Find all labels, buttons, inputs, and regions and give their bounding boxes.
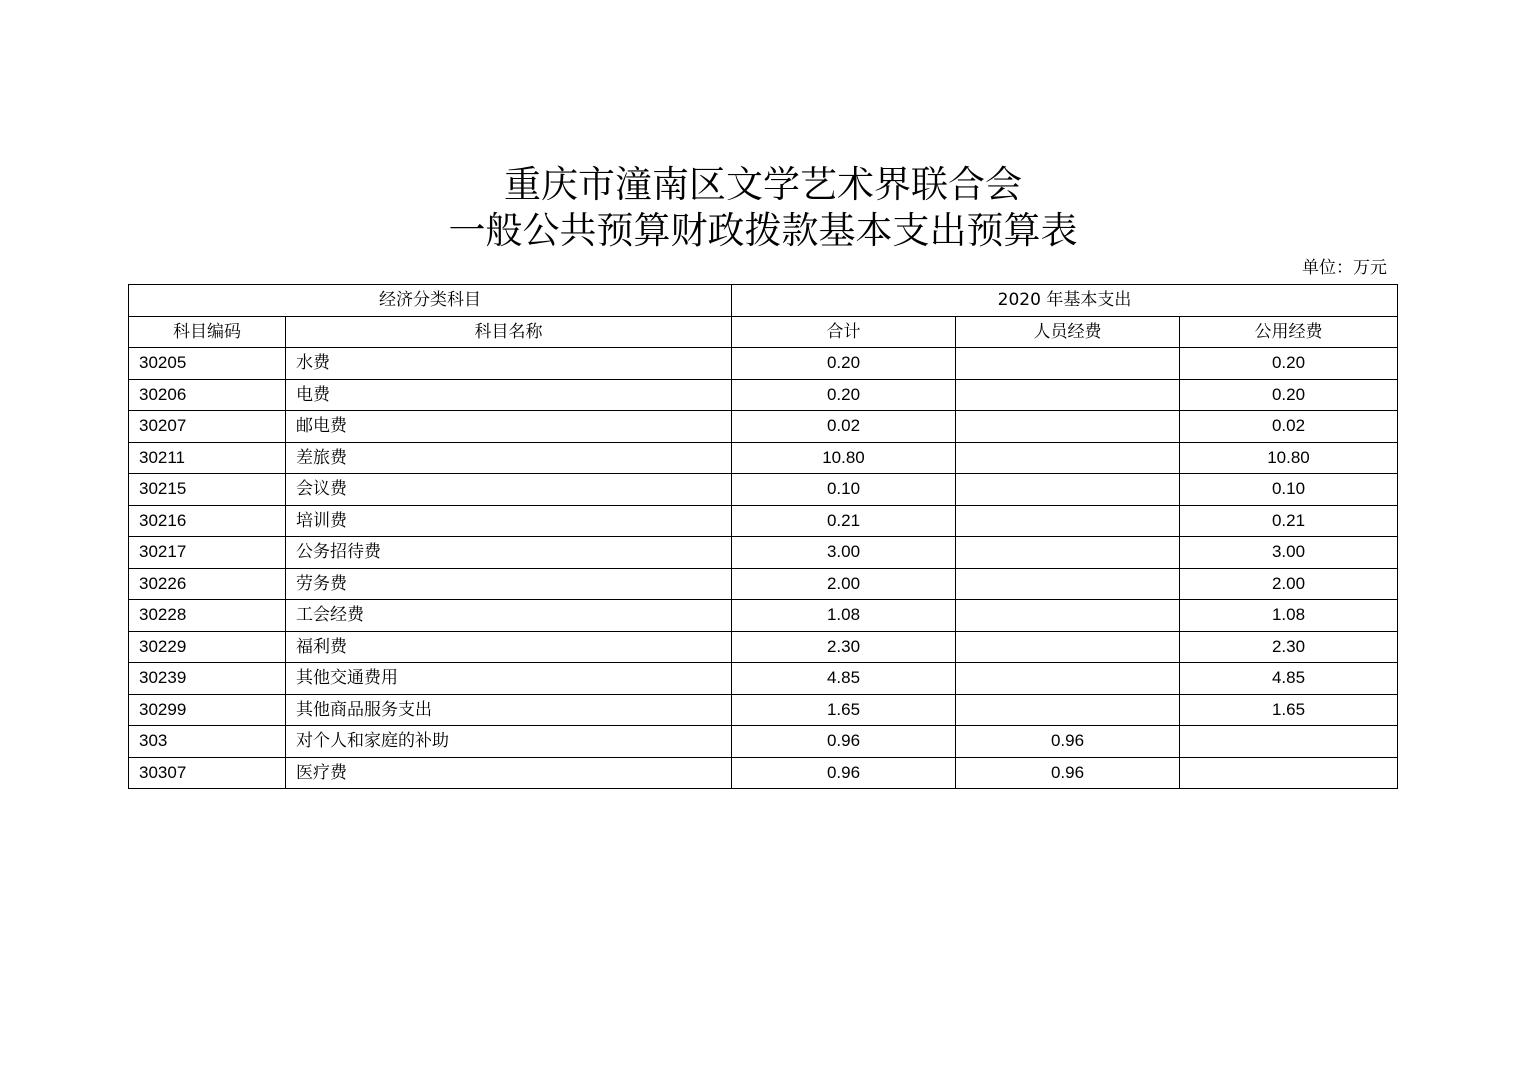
cell-total: 2.30 (732, 631, 956, 663)
cell-public: 4.85 (1180, 663, 1398, 695)
table-row (129, 411, 1398, 443)
table-row (129, 631, 1398, 663)
cell-name: 水费 (286, 348, 732, 380)
cell-name: 电费 (286, 379, 732, 411)
cell-code: 30215 (129, 474, 286, 506)
cell-public: 0.02 (1180, 411, 1398, 443)
cell-personnel (956, 631, 1180, 663)
cell-total: 0.20 (732, 348, 956, 380)
cell-code: 30207 (129, 411, 286, 443)
cell-total: 0.21 (732, 505, 956, 537)
cell-total: 1.08 (732, 600, 956, 632)
cell-total: 3.00 (732, 537, 956, 569)
header-name: 科目名称 (286, 316, 732, 348)
cell-public: 0.20 (1180, 348, 1398, 380)
cell-public: 0.21 (1180, 505, 1398, 537)
cell-public: 2.00 (1180, 568, 1398, 600)
cell-personnel (956, 474, 1180, 506)
cell-name: 福利费 (286, 631, 732, 663)
cell-name: 对个人和家庭的补助 (286, 726, 732, 758)
cell-name: 其他商品服务支出 (286, 694, 732, 726)
cell-public: 1.08 (1180, 600, 1398, 632)
table-row (129, 726, 1398, 758)
table-row (129, 600, 1398, 632)
cell-personnel (956, 411, 1180, 443)
cell-name: 差旅费 (286, 442, 732, 474)
cell-name: 培训费 (286, 505, 732, 537)
table-row (129, 379, 1398, 411)
cell-code: 30216 (129, 505, 286, 537)
header-economic-category: 经济分类科目 (129, 285, 732, 317)
document-title-line-2: 一般公共预算财政拨款基本支出预算表 (448, 209, 1078, 252)
cell-personnel (956, 348, 1180, 380)
cell-personnel (956, 505, 1180, 537)
table-row (129, 505, 1398, 537)
cell-personnel (956, 442, 1180, 474)
cell-code: 30211 (129, 442, 286, 474)
cell-total: 0.96 (732, 726, 956, 758)
cell-total: 1.65 (732, 694, 956, 726)
cell-code: 30229 (129, 631, 286, 663)
cell-total: 0.02 (732, 411, 956, 443)
cell-code: 30206 (129, 379, 286, 411)
table-row (129, 442, 1398, 474)
table-row (129, 568, 1398, 600)
cell-code: 30307 (129, 757, 286, 789)
cell-total: 10.80 (732, 442, 956, 474)
unit-label: 单位：万元 (1302, 258, 1387, 278)
cell-name: 工会经费 (286, 600, 732, 632)
cell-personnel (956, 568, 1180, 600)
cell-total: 4.85 (732, 663, 956, 695)
cell-code: 30205 (129, 348, 286, 380)
cell-total: 2.00 (732, 568, 956, 600)
cell-personnel: 0.96 (956, 726, 1180, 758)
cell-code: 30299 (129, 694, 286, 726)
cell-public: 3.00 (1180, 537, 1398, 569)
cell-personnel: 0.96 (956, 757, 1180, 789)
header-public: 公用经费 (1180, 316, 1398, 348)
cell-total: 0.20 (732, 379, 956, 411)
budget-table (128, 284, 1398, 789)
header-row-columns (129, 316, 1398, 348)
header-basic-expenditure-2020: 2020 年基本支出 (732, 285, 1398, 317)
table-row (129, 474, 1398, 506)
cell-public: 0.20 (1180, 379, 1398, 411)
cell-name: 其他交通费用 (286, 663, 732, 695)
table-row (129, 537, 1398, 569)
cell-public (1180, 757, 1398, 789)
header-total: 合计 (732, 316, 956, 348)
cell-name: 邮电费 (286, 411, 732, 443)
cell-code: 303 (129, 726, 286, 758)
cell-personnel (956, 694, 1180, 726)
table-row (129, 757, 1398, 789)
cell-public: 0.10 (1180, 474, 1398, 506)
cell-name: 会议费 (286, 474, 732, 506)
cell-personnel (956, 379, 1180, 411)
cell-code: 30228 (129, 600, 286, 632)
header-code: 科目编码 (129, 316, 286, 348)
cell-code: 30239 (129, 663, 286, 695)
cell-name: 公务招待费 (286, 537, 732, 569)
cell-name: 劳务费 (286, 568, 732, 600)
cell-public: 2.30 (1180, 631, 1398, 663)
cell-public: 1.65 (1180, 694, 1398, 726)
document-title-line-1: 重庆市潼南区文学艺术界联合会 (504, 163, 1022, 206)
cell-public (1180, 726, 1398, 758)
cell-total: 0.10 (732, 474, 956, 506)
header-personnel: 人员经费 (956, 316, 1180, 348)
cell-personnel (956, 537, 1180, 569)
cell-total: 0.96 (732, 757, 956, 789)
cell-code: 30217 (129, 537, 286, 569)
cell-code: 30226 (129, 568, 286, 600)
cell-public: 10.80 (1180, 442, 1398, 474)
cell-personnel (956, 663, 1180, 695)
table-row (129, 694, 1398, 726)
table-row (129, 663, 1398, 695)
table-row (129, 348, 1398, 380)
header-row-group (129, 285, 1398, 317)
cell-personnel (956, 600, 1180, 632)
cell-name: 医疗费 (286, 757, 732, 789)
